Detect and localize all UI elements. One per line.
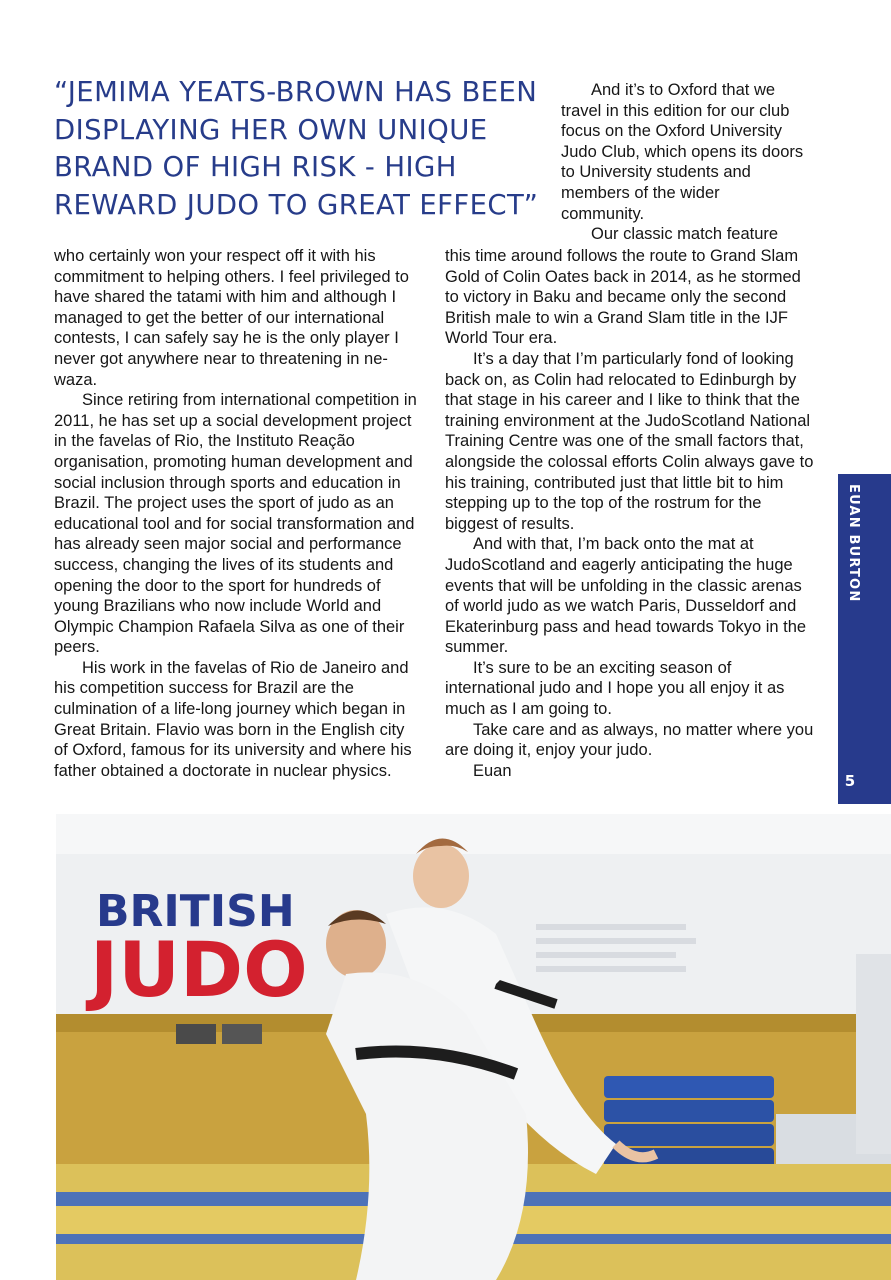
paragraph: His work in the favelas of Rio de Janeiro and his competition success for Brazil are the culmination of a life-long journey which began in Great Britain. Flavio was born in the English city of Oxford, famous for its university and where his father obtained a doctorate in nuclear physics. [54, 658, 412, 780]
wall-sign-judo: JUDO [90, 925, 308, 1014]
signature: Euan [473, 761, 512, 780]
article-column-middle [445, 246, 815, 781]
article-column-right-top [561, 80, 806, 245]
paragraph: Take care and as always, no matter where you are doing it, enjoy your judo. [445, 720, 814, 760]
judo-training-photo [56, 814, 891, 1280]
wall-sign-british: BRITISH [96, 886, 295, 937]
paragraph: who certainly won your respect off it with his commitment to helping others. I feel privileged to have shared the tatami with him and although I managed to get the better of our international contests, I can safely say he is the only player I never got anywhere near to threatening in ne-waza. [54, 247, 409, 389]
page-number: 5 [844, 772, 856, 790]
article-column-left [54, 246, 422, 781]
paragraph: And it’s to Oxford that we travel in this edition for our club focus on the Oxford University Judo Club, which opens its doors to University students and members of the wider community. [561, 81, 804, 223]
paragraph: Our classic match feature [591, 225, 779, 244]
paragraph: It’s sure to be an exciting season of international judo and I hope you all enjoy it as much as I am going to. [445, 658, 785, 719]
paragraph: Since retiring from international competition in 2011, he has set up a social development project in the favelas of Rio, the Instituto Reação organisation, promoting human development and social inclusion through sports and education in Brazil. The project uses the sport of judo as an educational tool and for social transformation and has already seen major social and performance success, changing the lives of its students and opening the door to the sport for hundreds of young Brazilians who now include World and Olympic Champion Rafaela Silva as one of their peers. [54, 391, 417, 657]
paragraph: And with that, I’m back onto the mat at JudoScotland and eagerly anticipating the huge events that will be unfolding in the classic arenas of world judo as we watch Paris, Dusseldorf and Ekaterinburg pass and head towards Tokyo in the summer. [445, 535, 807, 657]
pull-quote: “JEMIMA YEATS-BROWN HAS BEEN DISPLAYING HER OWN UNIQUE BRAND OF HIGH RISK - HIGH REWARD JUDO TO GREAT EFFECT” [54, 76, 539, 221]
paragraph: this time around follows the route to Grand Slam Gold of Colin Oates back in 2014, as he stormed to victory in Baku and became only the second British male to win a Grand Slam title in the IJF World Tour era. [445, 247, 801, 348]
paragraph: It’s a day that I’m particularly fond of looking back on, as Colin had relocated to Edinburgh by that stage in his career and I like to think that the training environment at the JudoScotland National Training Centre was one of the small factors that, alongside the colossal efforts Colin always gave to his training, contributed just that little bit to him stepping up to the top of the rostrum for the biggest of results. [445, 349, 814, 533]
section-label: EUAN BURTON [846, 484, 861, 603]
